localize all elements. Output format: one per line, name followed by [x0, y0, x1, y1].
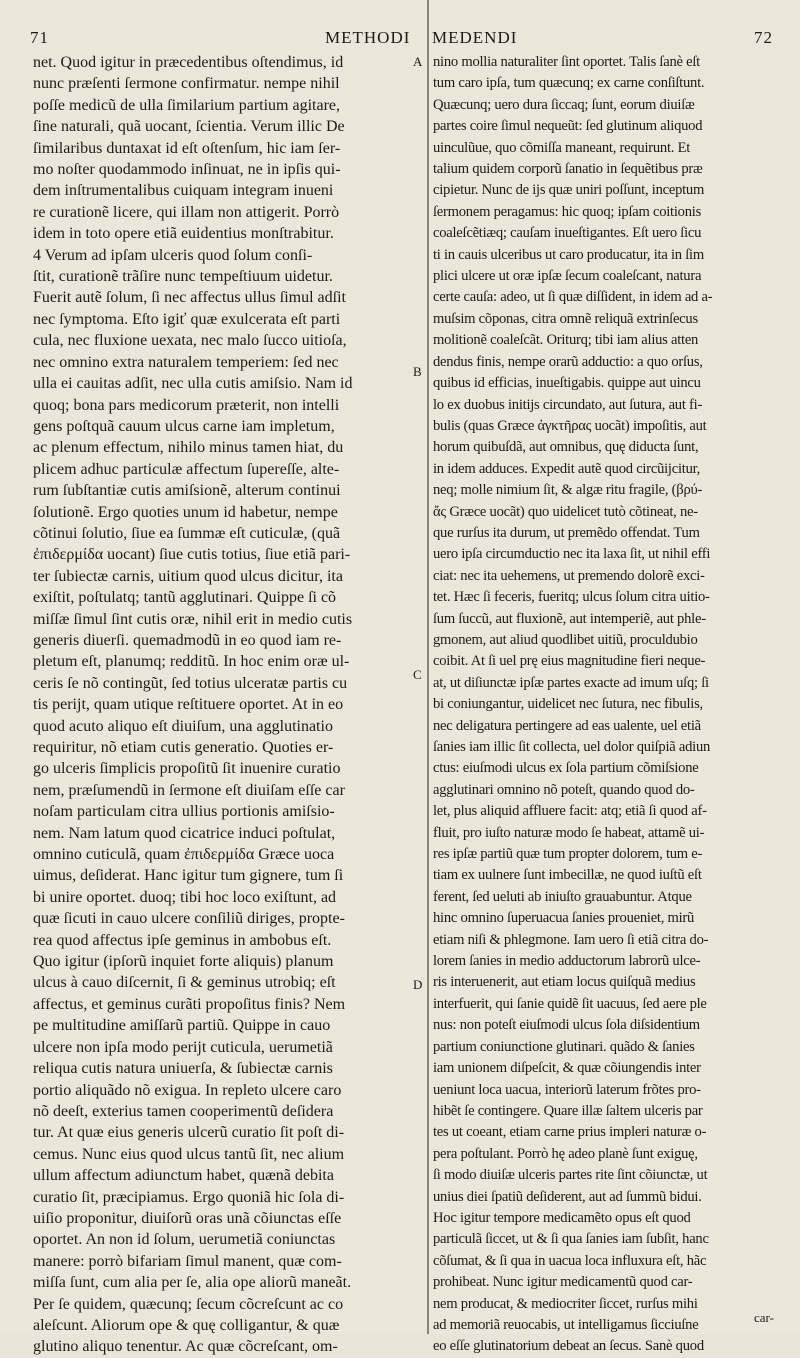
text-line: cemus. Nunc eius quod ulcus tantũ ſit, nec alium [33, 1145, 345, 1163]
text-line: poſſe medicũ de ulla ſimilarium partium agitare, [33, 96, 341, 114]
text-line: coibit. At ſi uel prę eius magnitudine fieri neque- [433, 653, 706, 670]
text-line: ctus: eiuſmodi ulcus ex ſola partium cõmiſsione [433, 760, 699, 777]
text-line: Quæcunq; uero dura ſiccaq; ſunt, eorum diuiſæ [433, 96, 695, 113]
text-line: ac plenum effectum, nihilo minus tamen hiat, du [33, 439, 344, 457]
text-line: pe multitudine amiſſarũ partiũ. Quippe in cauo [33, 1017, 331, 1035]
text-line: ſtit, curationẽ trãſire nunc tempeſtiuum uidetur. [33, 268, 333, 286]
text-line: etiam niſi & phlegmone. Iam uero ſi etiã citra do- [433, 931, 709, 948]
text-line: ulcus à cauo diſcernit, ſi & geminus utrobiq; eſt [33, 974, 336, 992]
text-line: partium coniunctione glutinari. quãdo & ſanies [433, 1038, 695, 1055]
text-line: omnino cuticulã, quam ἐπιδερμίδα Græce uoca [33, 846, 335, 864]
text-line: prohibeat. Nunc igitur medicamentũ quod car- [433, 1274, 693, 1291]
text-line: res ipſæ partiũ quæ tum propter dolorem, tum e- [433, 846, 703, 863]
text-line: bi coniungantur, uidelicet nec ſutura, nec fibulis, [433, 696, 703, 713]
text-line: coaleſcẽtiæq; cauſam inueſtigantes. Eſt uero ſicu [433, 225, 702, 242]
text-line: in idem adduces. Expedit autẽ quod circũijcitur, [433, 460, 701, 477]
text-line: curatio ſit, præcipiamus. Ergo quoniã hic ſola di- [33, 1188, 345, 1206]
text-line: nino mollia naturaliter ſint oportet. Talis ſanè eſt [433, 54, 700, 70]
text-line: tes ut coeant, etiam carne prius impleri naturæ o- [433, 1124, 707, 1141]
text-line: plicem adhuc particulæ affectum ſupereſſe, alte- [33, 460, 340, 478]
text-line: partes coire ſimul nequeũt: ſed glutinum aliquod [433, 118, 703, 135]
text-line: manere: porrò bifariam ſimul manent, quæ com- [33, 1252, 342, 1270]
text-line: iam unionem diſpeſcit, & quæ cõiungendis inter [433, 1060, 701, 1077]
running-title-left: METHODI [325, 28, 411, 47]
text-line: requiritur, nõ etiam cutis generatio. Quoties er- [33, 739, 334, 756]
text-line: Hoc igitur tempore medicamẽto opus eſt quod [433, 1209, 691, 1226]
text-line: let, plus aliquid affluere facit: atq; etiã ſi quod af- [433, 803, 707, 820]
text-line: tum caro ipſa, tum quæcunq; ex carne conſiſtunt. [433, 75, 705, 92]
text-line: ceris ſe nõ contingũt, ſed totius ulceratæ partis cu [33, 674, 348, 692]
left-text-column [33, 52, 411, 1358]
text-line: interfuerit, qui ſanie quidẽ ſit uacuus, ſed aere ple [433, 995, 707, 1012]
text-line: ſermonem peragamus: hic quoq; ipſam coitionis [433, 203, 701, 220]
text-line: 4 Verum ad ipſam ulceris quod ſolum conſi- [33, 246, 313, 264]
text-line: eo eſſe glutinatorium debeat an ſecus. Sanè quod [433, 1338, 704, 1355]
text-line: at, ut diſiunctæ ipſæ partes exacte ad imum uſq; ſi [433, 674, 709, 691]
text-line: quæ ſicuti in cauo ulcere conſiliũ diriges, propte- [33, 910, 345, 928]
text-line: tis perijt, quam utique reſtituere oportet. At in eo [33, 696, 344, 714]
text-line: ſum ſuccũ, aut fluxionẽ, aut intemperiẽ, aut phle- [433, 610, 706, 627]
text-line: tur. At quæ eius generis ulcerũ curatio ſit poſt di- [33, 1124, 345, 1142]
text-line: generis diuerſi. quemadmodũ in eo quod iam re- [33, 631, 342, 649]
text-line: miſſa ſunt, cum alia per ſe, alia ope aliorũ maneãt. [33, 1274, 352, 1292]
margin-marker: D [413, 977, 423, 992]
right-text-column [433, 52, 772, 1358]
text-line: uero ipſa circumductio nec ita laxa ſit, ut nihil effi [433, 546, 711, 563]
running-title-right: MEDENDI [432, 28, 518, 47]
text-line: nunc præſenti ſermone confirmatur. nempe nihil [33, 75, 340, 93]
text-line: ἄς Græce uocãt) quo uidelicet tutò cõtineat, ne- [433, 503, 698, 520]
text-line: ad memoriã reuocabis, ut intelligamus ſicciuſne [433, 1316, 699, 1333]
text-line: dem inſtrumentalibus cuiquam integram inueni [33, 182, 334, 200]
text-line: ciat: nec ita uehemens, ut premendo dolorẽ exci- [433, 567, 705, 584]
text-line: quoq; bona pars medicorum præterit, non intelli [33, 396, 340, 414]
text-line: go ulceris ſimplicis propoſitũ ſit inuenire curatio [33, 760, 341, 778]
text-line: net. Quod igitur in præcedentibus oſtendimus, id [33, 54, 344, 71]
text-line: ter ſubiectæ carnis, uitium quod ulcus dicitur, ita [33, 567, 343, 585]
text-line: uinculũue, quo cõmiſſa maneant, requirunt. Et [433, 139, 691, 156]
text-line: mo noſter quodammodo inſinuat, ne in ipſis qui- [33, 161, 341, 179]
text-line: lorem ſanies in medio adductorum labrorũ ulce- [433, 953, 701, 970]
text-line: gmonem, aut aliud quodlibet uitiũ, proculdubio [433, 631, 698, 648]
page-gutter [427, 0, 429, 1334]
text-line: hibẽt ſe contingere. Quare illæ ſaltem ulceris par [433, 1102, 703, 1119]
margin-marker: B [413, 364, 422, 379]
text-line: plici ulcere ut oræ ipſæ ſecum coaleſcant, natura [433, 268, 702, 285]
text-line: nõ deeſt, exterius tamen cooperimentũ deſidera [33, 1102, 334, 1120]
text-line: ſanies iam illic ſit collecta, uel dolor quiſpiã adiun [433, 739, 711, 755]
running-header [0, 28, 800, 50]
text-line: horum quibuſdã, aut omnibus, quę diducta ſunt, [433, 439, 699, 456]
text-line: neq; molle nimium ſit, & algæ ritu fragile, (βρύ- [433, 482, 703, 499]
text-line: ἐπιδερμίδα uocant) ſiue cutis totius, ſiue etiã pari- [33, 546, 351, 564]
text-line: nec omnino extra naturalem temperiem: ſed nec [33, 353, 339, 371]
text-line: cõtinui ſolutio, ſiue ea ſummæ eſt cuticulæ, (quã [33, 524, 341, 542]
text-line: agglutinari omnino nõ poteſt, quando quod do- [433, 781, 695, 798]
text-line: nec deligatura pertingere ad eas ualente, uel etiã [433, 717, 701, 734]
text-line: uimus, deſiderat. Hanc igitur tum gignere, tum ſi [33, 867, 344, 885]
text-line: dendus finis, nempe orarũ adductio: a quo orſus, [433, 353, 703, 370]
text-line: molitionẽ coaleſcãt. Oriturq; tibi iam alius atten [433, 332, 699, 349]
text-line: Quo igitur (ipſorũ inquiet forte aliquis) planum [33, 953, 334, 971]
text-line: ſimilaribus duntaxat id eſt oſtenſum, hic iam ſer- [33, 139, 341, 157]
text-line: talium quidem corporũ ſanatio in ſequẽtibus præ [433, 161, 703, 178]
text-line: lo ex duobus initijs circundato, aut ſutura, aut fi- [433, 396, 703, 413]
text-line: uiſio proponitur, diuiſorũ oras unã cõiunctas eſſe [33, 1209, 342, 1227]
text-line: ueniunt loca uacua, interiorũ laterum frõtes pro- [433, 1081, 701, 1098]
text-line: fluit, pro iuſto naturæ modo ſe habeat, attamẽ ui- [433, 824, 705, 841]
text-line: exiſtit, poſtulatq; tantũ agglutinari. Quippe ſi cõ [33, 589, 337, 607]
text-line: ris interuenerit, aut etiam locus quiſquã medius [433, 974, 696, 991]
text-line: ſi modo diuiſæ ulceris partes rite ſint cõiunctæ, ut [433, 1167, 708, 1184]
text-line: muſsim cõponas, citra omnẽ reliquã extrinſecus [433, 310, 698, 327]
catchword: car- [754, 1310, 774, 1325]
text-line: ti in cauis ulceribus ut caro producatur, ita in ſim [433, 246, 704, 263]
text-line: hinc omnino ſuperuacua ſanies proueniet, mirũ [433, 910, 695, 927]
text-line: noſam particulam citra ullius portionis amiſsio- [33, 803, 335, 821]
text-line: nus: non poteſt eiuſmodi ulcus ſola diſsidentium [433, 1017, 700, 1034]
text-line: bi unire oportet. duoq; tibi hoc loco exiſtunt, ad [33, 888, 337, 906]
text-line: aleſcunt. Aliorum ope & quę colligantur, & quæ [33, 1316, 340, 1334]
margin-marker: C [413, 667, 422, 682]
text-line: rea quod affectus ipſe geminus in ambobus eſt. [33, 931, 332, 949]
text-line: rum ſubſtantiæ cutis amiſsionẽ, alterum continui [33, 482, 341, 500]
text-line: nem. Nam latum quod cicatrice induci poſtulat, [33, 824, 336, 842]
text-line: unius diei ſpatiũ deſiderent, aut ad ſummũ bidui. [433, 1188, 702, 1205]
text-line: cõſumat, & ſi qua in uacua loca influxura eſt, hãc [433, 1252, 707, 1269]
text-line: tet. Hæc ſi feceris, fueritq; ulcus ſolum citra uitio- [433, 589, 710, 606]
text-line: nem, præſumendũ in ſermone eſt diuiſam eſſe car [33, 781, 345, 799]
text-line: quibus id efficias, inueſtigabis. quippe aut uincu [433, 375, 701, 392]
text-line: ullum affectum adiunctum habet, quænã debita [33, 1167, 334, 1185]
text-line: ulla ei cauitas adſit, nec ulla cutis amiſsio. Nam id [33, 375, 353, 393]
text-line: re curationẽ licere, qui illam non attigerit. Porrò [33, 203, 340, 221]
text-line: tiam ex uulnere ſunt imbecillæ, ne quod iuſtũ eſt [433, 867, 702, 884]
text-line: glutino aliquo tenentur. Ac quæ cõcreſcant, om- [33, 1338, 338, 1356]
text-line: ferent, ſed ueluti ab iniuſto grauabuntur. Atque [433, 888, 692, 905]
text-line: ulcere non ipſa modo perijt cuticula, uerumetiã [33, 1038, 333, 1056]
text-line: Per ſe quidem, quæcunq; ſecum cõcreſcunt ac co [33, 1295, 344, 1313]
margin-marker: A [413, 54, 423, 69]
text-line: cula, nec fluxione uexata, nec malo ſucco uitioſa, [33, 332, 347, 350]
text-line: certe cauſa: adeo, ut ſi quæ diſſident, in idem ad a- [433, 289, 713, 306]
text-line: gens poſtquã cauum ulcus carne iam impletum, [33, 417, 335, 435]
page-number-left: 71 [30, 28, 49, 47]
text-line: pera poſtulant. Porrò hę adeo planè ſunt exiguę, [433, 1145, 698, 1162]
text-line: affectus, et geminus curãti propoſitus finis? Nem [33, 995, 346, 1013]
text-line: reliqua cutis natura uniuerſa, & ſubiectæ carnis [33, 1060, 333, 1078]
text-line: ſolutionẽ. Ergo quoties unum id habetur, nempe [33, 503, 338, 521]
text-line: miſſæ ſimul ſint cutis oræ, nihil erit in medio cutis [33, 610, 353, 628]
text-line: portio aliquãdo nõ exigua. In repleto ulcere caro [33, 1081, 342, 1099]
text-line: quod acuto aliquo eſt diuiſum, una agglutinatio [33, 717, 333, 735]
text-line: particulã ſiccet, ut & ſi qua ſanies iam ſubſit, hanc [433, 1231, 709, 1248]
text-line: oportet. An non id ſolum, uerumetiã coniunctas [33, 1231, 336, 1249]
text-line: ſine naturali, quã uocant, ſcientia. Verum illic De [33, 118, 345, 136]
text-line: Fuerit autẽ ſolum, ſi nec affectus ullus ſimul adſit [33, 289, 346, 307]
text-line: cipietur. Nunc de ijs quæ uniri poſſunt, inceptum [433, 182, 705, 199]
text-line: idem in toto opere etiã euidentius monſtrabitur. [33, 225, 334, 243]
text-line: pletum eſt, planumq; redditũ. In hoc enim oræ ul- [33, 653, 350, 671]
text-line: bulis (quas Græce ἀγκτῆρας uocãt) impoſitis, aut [433, 417, 707, 434]
text-line: que rurſus ita durum, ut premẽdo offendat. Tum [433, 524, 700, 541]
text-line: nem producat, & mediocriter ſiccet, rurſus mihi [433, 1295, 698, 1312]
page-number-right: 72 [754, 28, 773, 47]
text-line: nec ſymptoma. Eſto igiť quæ exulcerata eſt parti [33, 310, 341, 328]
